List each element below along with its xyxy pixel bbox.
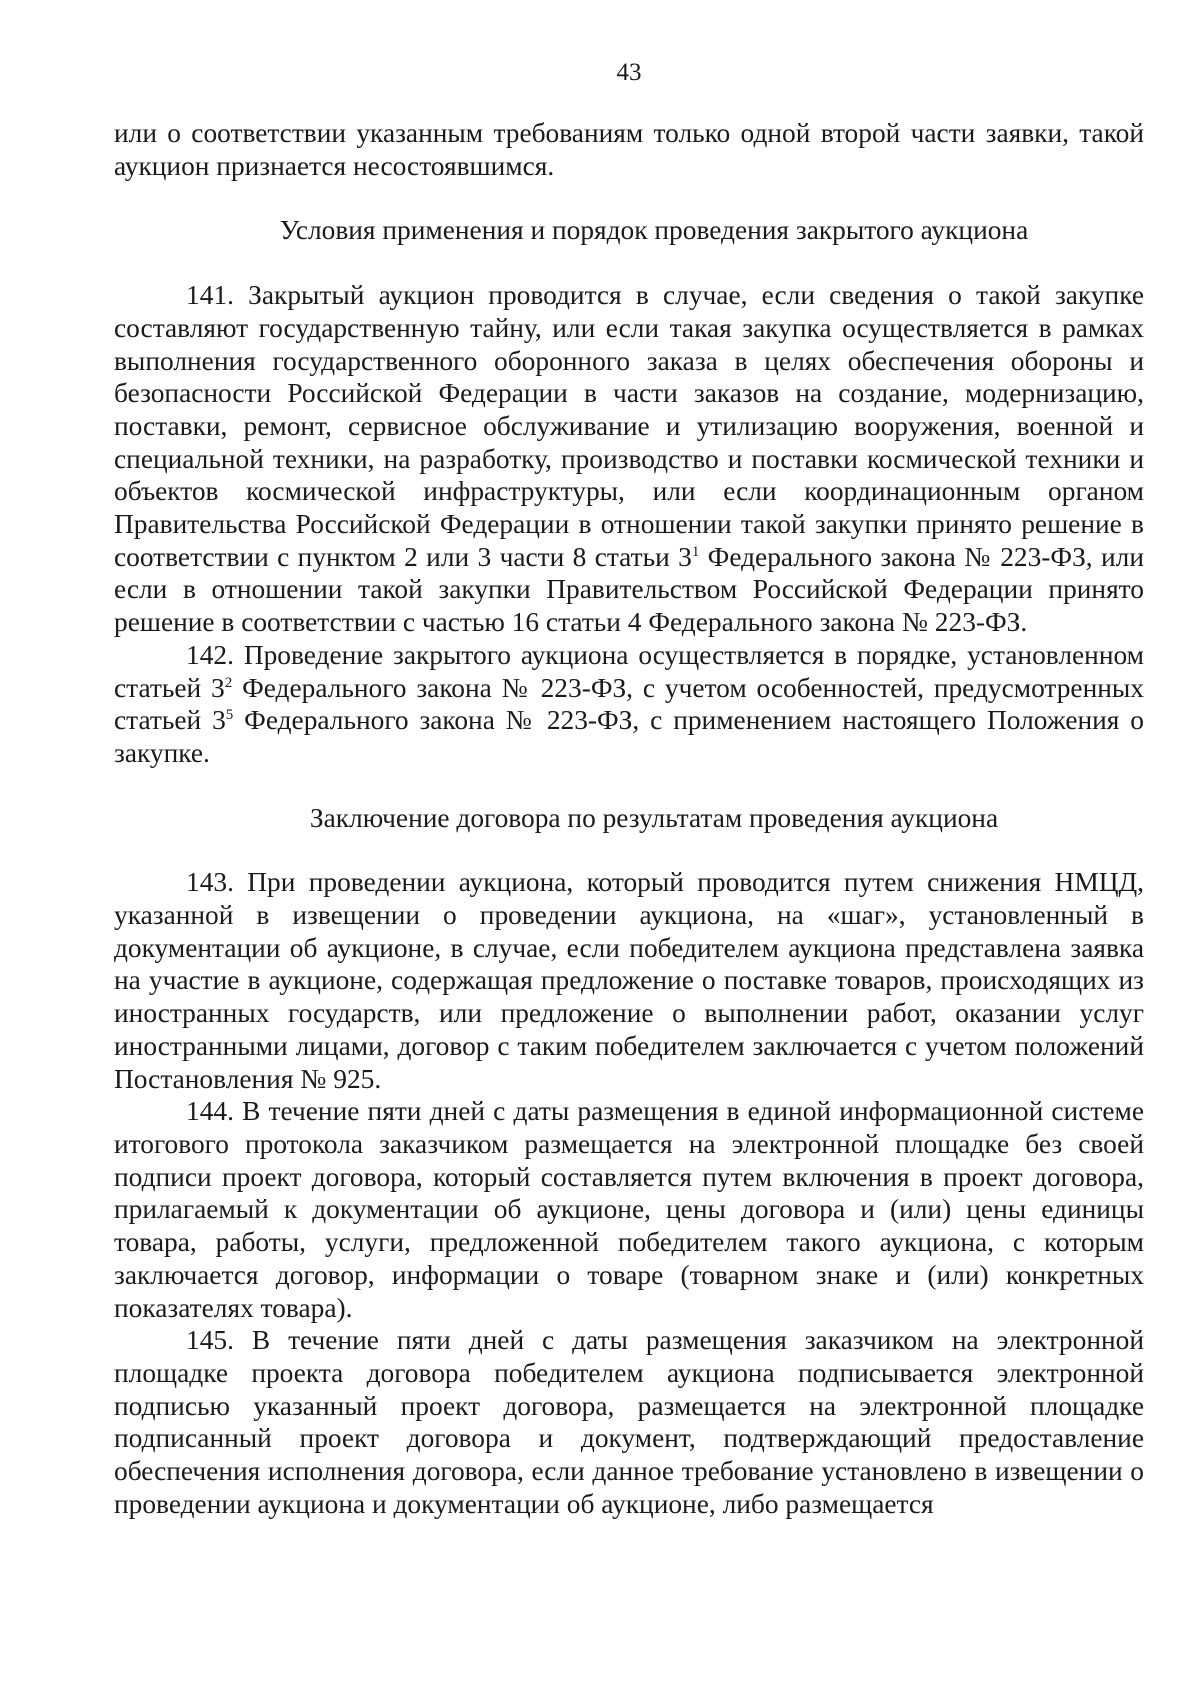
section-heading-closed-auction: Условия применения и порядок проведения закрытого аукциона	[279, 215, 1029, 246]
superscript: 2	[224, 674, 233, 691]
paragraph-143: 143. При проведении аукциона, который проводится путем снижения НМЦД, указанной в извещении о проведении аукциона, на «шаг», установленный в документации об аукционе, в случае, если победителем аукциона представлена заявка на участие в аукционе, содержащая предложение о поставке товаров, происходящих из иностранных государств, или предложение о выполнении работ, оказании услуг иностранными лицами, договор с таким победителем заключается с учетом положений Постановления № 925.	[114, 867, 1144, 1094]
superscript: 1	[691, 543, 700, 560]
paragraph-141-text-a: 141. Закрытый аукцион проводится в случае, если сведения о такой закупке составляют государственную тайну, или если такая закупка осуществляется в рамках выполнения государственного оборонного заказа в целях обеспечения обороны и безопасности Российской Федерации в части заказов на создание, модернизацию, поставки, ремонт, сервисное обслуживание и утилизацию вооружения, военной и специальной техники, на разработку, производство и поставки космической техники и объектов космической инфраструктуры, или если координационным органом Правительства Российской Федерации в отношении такой закупки принято решение в соответствии с пунктом 2 или 3 части 8 статьи 3	[114, 280, 1144, 572]
paragraph-142-text-b: Федерального закона № 223-ФЗ, с учетом особенностей, предусмотренных статьей 3	[114, 672, 1144, 736]
paragraph-142-text-c: Федерального закона № 223-ФЗ, с применением настоящего Положения о закупке.	[114, 705, 1144, 768]
paragraph-141-text-b: Федерального закона № 223-ФЗ, или если в отношении такой закупки Правительством Российской Федерации принято решение в соответствии с частью 16 статьи 4 Федерального закона № 223-ФЗ.	[114, 541, 1144, 638]
superscript: 5	[225, 707, 234, 724]
paragraph-141	[114, 279, 1144, 639]
paragraph-142-text-a: 142. Проведение закрытого аукциона осуществляется в порядке, установленном статьей 3	[114, 639, 1144, 703]
page-number: 43	[616, 59, 642, 86]
paragraph-continuation: или о соответствии указанным требованиям только одной второй части заявки, такой аукцион признается несостоявшимся.	[114, 118, 1144, 181]
section-heading-contract-conclusion: Заключение договора по результатам проведения аукциона	[309, 802, 999, 833]
document-body	[114, 117, 1144, 1520]
paragraph-142	[114, 639, 1144, 770]
paragraph-144: 144. В течение пяти дней с даты размещения в единой информационной системе итогового протокола заказчиком размещается на электронной площадке без своей подписи проект договора, который составляется путем включения в проект договора, прилагаемый к документации об аукционе, цены договора и (или) цены единицы товара, работы, услуги, предложенной победителем такого аукциона, с которым заключается договор, информации о товаре (товарном знаке и (или) конкретных показателях товара).	[114, 1096, 1144, 1323]
paragraph-145: 145. В течение пяти дней с даты размещения заказчиком на электронной площадке проекта договора победителем аукциона подписывается электронной подписью указанный проект договора, размещается на электронной площадке подписанный проект договора и документ, подтверждающий предоставление обеспечения исполнения договора, если данное требование установлено в извещении о проведении аукциона и документации об аукционе, либо размещается	[114, 1325, 1144, 1519]
